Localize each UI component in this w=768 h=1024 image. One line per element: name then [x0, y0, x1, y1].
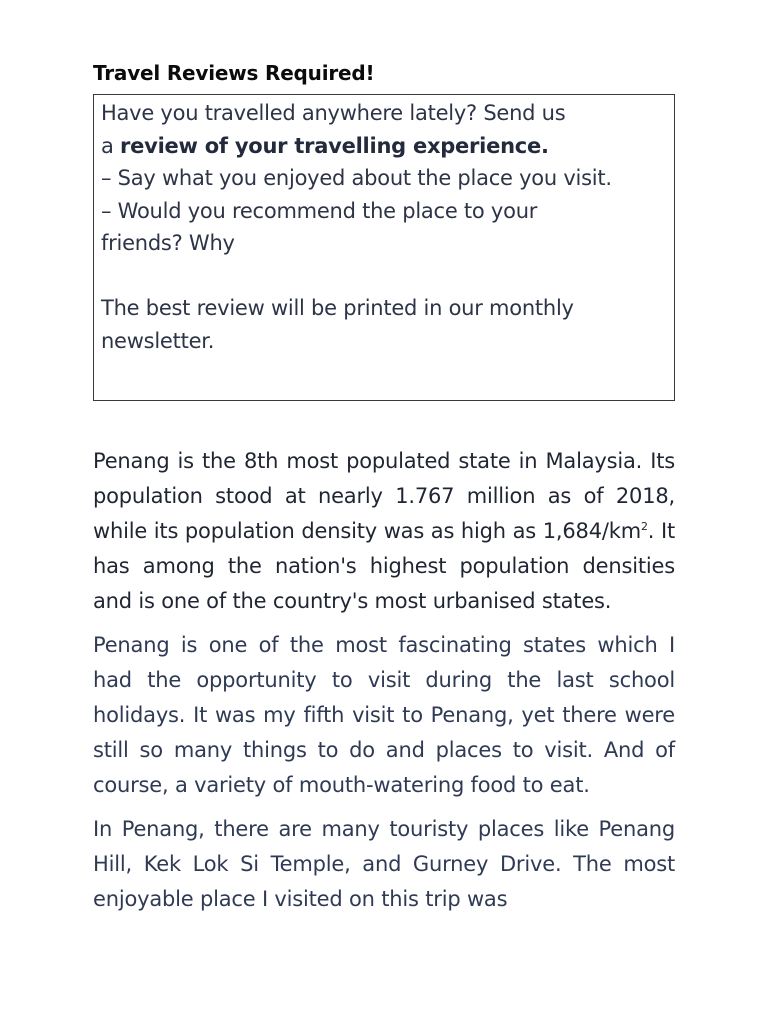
paragraph-visit: Penang is one of the most fascinating states which I had the opportunity to visit during the last school holidays. It was my fifth visit to Penang, yet there were still so many things to do and places to visit. And of course, a variety of mouth-watering food to eat.	[93, 633, 675, 797]
notice-line	[101, 130, 668, 163]
notice-line-prefix: a	[101, 133, 121, 158]
notice-box	[93, 94, 675, 401]
document-page	[93, 58, 675, 917]
notice-bullet: – Say what you enjoyed about the place you visit.	[101, 166, 612, 190]
paragraph-text: Penang is the 8th most populated state in Malaysia. Its population stood at nearly 1.767 million as of 2018, while its population density was as high as 1,684/km	[93, 449, 675, 543]
notice-bullet: – Would you recommend the place to your	[101, 198, 538, 223]
paragraph-population	[93, 444, 675, 619]
paragraph-text: . It has among the nation's highest population densities and is one of the country's most urbanised states.	[93, 519, 676, 613]
paragraph-places: In Penang, there are many touristy places like Penang Hill, Kek Lok Si Temple, and Gurney Drive. The most enjoyable place I visited on this trip was	[93, 817, 675, 911]
notice-line: Have you travelled anywhere lately? Send us	[101, 101, 566, 125]
notice-emphasis: review of your travelling experience.	[120, 133, 549, 158]
notice-line: friends? Why	[101, 231, 235, 255]
superscript: 2	[640, 520, 648, 533]
notice-spacer	[101, 260, 668, 293]
notice-line: newsletter.	[101, 328, 215, 353]
notice-line: The best review will be printed in our monthly	[101, 296, 574, 320]
page-heading: Travel Reviews Required!	[93, 61, 375, 85]
